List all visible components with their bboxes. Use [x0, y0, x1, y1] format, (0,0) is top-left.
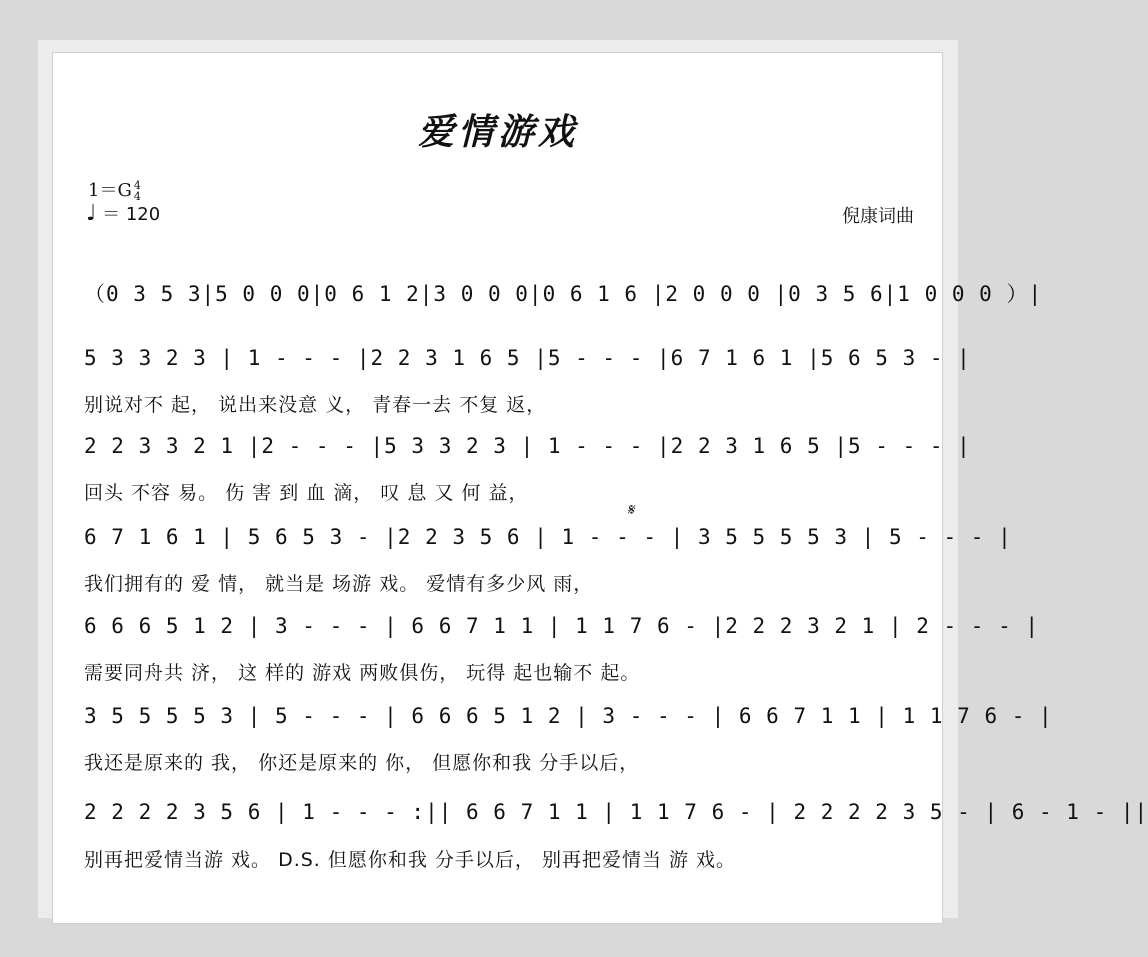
quarter-note-icon: ♩: [86, 201, 97, 226]
notation-line-2: 2 2 3 3 2 1 |2 - - - |5 3 3 2 3 | 1 - - - |2 2 3 1 6 5 |5 - - - |: [84, 434, 971, 458]
segno-icon: 𝄋: [627, 500, 634, 519]
notation-line-6: 2 2 2 2 3 5 6 | 1 - - - :|| 6 6 7 1 1 | 1 1 7 6 - | 2 2 2 2 3 5 - | 6 - 1 - ||: [84, 800, 1148, 824]
time-bottom: 4: [133, 190, 141, 203]
notation-line-intro: （0 3 5 3|5 0 0 0|0 6 1 2|3 0 0 0|0 6 1 6 |2 0 0 0 |0 3 5 6|1 0 0 0 ）|: [84, 282, 1043, 306]
lyrics-line-6: 别再把爱情当游 戏。 D.S. 但愿你和我 分手以后， 别再把爱情当 游 戏。: [84, 849, 737, 871]
lyrics-line-4: 需要同舟共 济， 这 样的 游戏 两败俱伤， 玩得 起也输不 起。: [84, 662, 641, 684]
tempo-marking: [86, 200, 160, 226]
key-label: 1＝G: [88, 180, 132, 201]
time-signature: [134, 180, 141, 202]
notation-line-4: 6 6 6 5 1 2 | 3 - - - | 6 6 7 1 1 | 1 1 7 6 - |2 2 2 3 2 1 | 2 - - - |: [84, 614, 1040, 638]
song-title: 爱情游戏: [417, 111, 578, 153]
lyrics-line-1: 别说对不 起， 说出来没意 义， 青春一去 不复 返，: [84, 394, 547, 416]
time-top: 4: [133, 179, 141, 192]
key-signature: [88, 176, 141, 202]
credit: 倪康词曲: [842, 206, 914, 227]
notation-line-5: 3 5 5 5 5 3 | 5 - - - | 6 6 6 5 1 2 | 3 - - - | 6 6 7 1 1 | 1 1 7 6 - |: [84, 704, 1053, 728]
lyrics-line-2: 回头 不容 易。 伤 害 到 血 滴， 叹 息 又 何 益，: [84, 482, 529, 504]
lyrics-line-5: 我还是原来的 我， 你还是原来的 你， 但愿你和我 分手以后，: [84, 752, 640, 774]
notation-line-1: 5 3 3 2 3 | 1 - - - |2 2 3 1 6 5 |5 - - - |6 7 1 6 1 |5 6 5 3 - |: [84, 346, 971, 370]
lyrics-line-3: 我们拥有的 爱 情， 就当是 场游 戏。 爱情有多少风 雨，: [84, 573, 594, 595]
tempo-value: ＝ 120: [102, 204, 161, 225]
notation-line-3: 6 7 1 6 1 | 5 6 5 3 - |2 2 3 5 6 | 1 - - - | 3 5 5 5 5 3 | 5 - - - |: [84, 525, 1012, 549]
